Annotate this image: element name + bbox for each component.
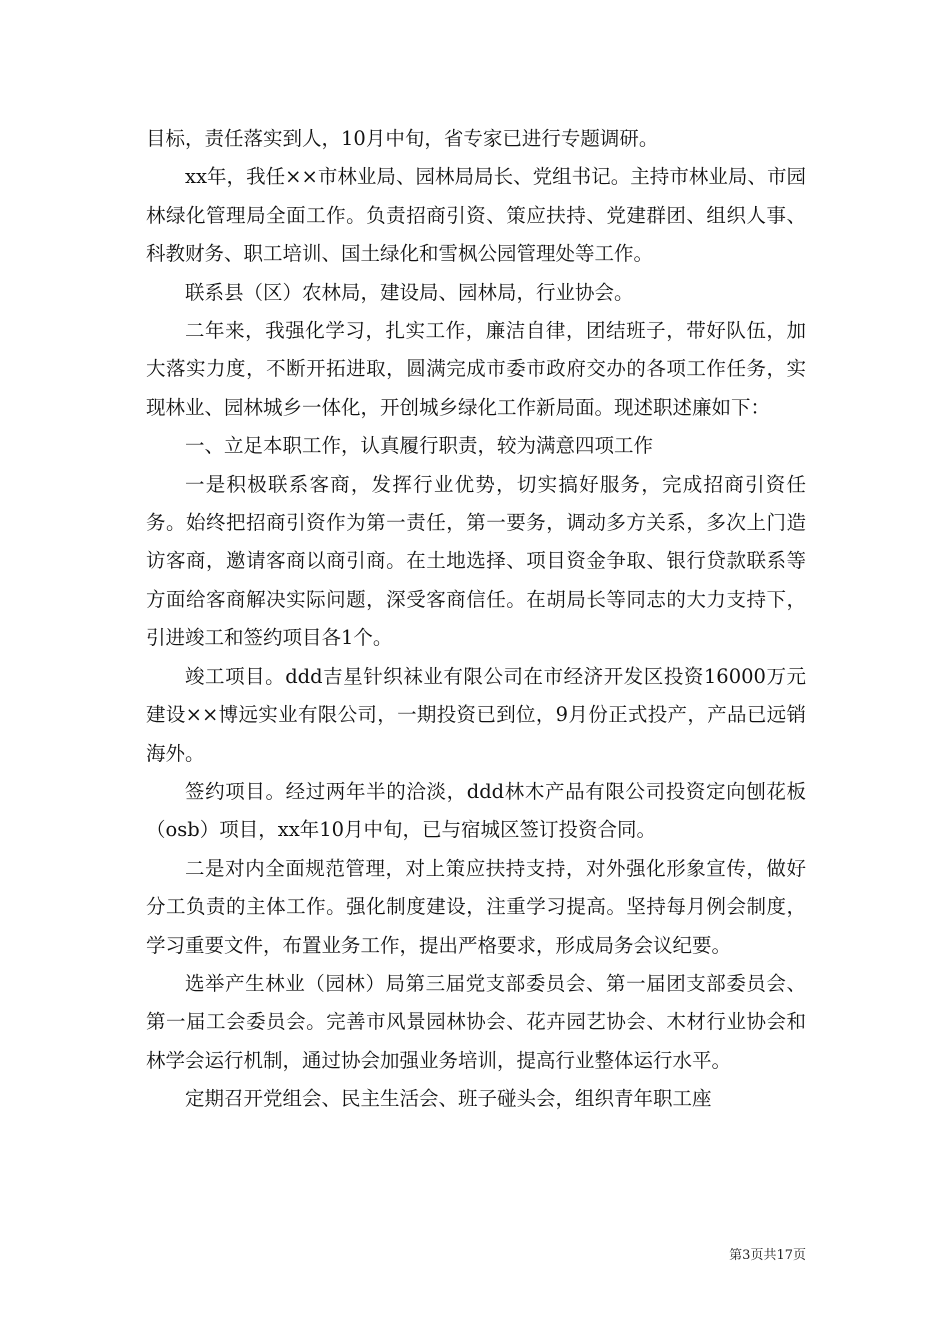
paragraph-completed-project: 竣工项目。ddd吉星针织袜业有限公司在市经济开发区投资16000万元建设××博远实业有限公司，一期投资已到位，9月份正式投产，产品已远销海外。 bbox=[146, 664, 806, 765]
section-heading: 一、立足本职工作，认真履行职责，较为满意四项工作 bbox=[185, 434, 654, 458]
paragraph-continuation: 目标，责任落实到人，10月中旬，省专家已进行专题调研。 bbox=[146, 127, 659, 150]
document-body bbox=[146, 120, 806, 1119]
paragraph-management: 二是对内全面规范管理，对上策应扶持支持，对外强化形象宣传，做好分工负责的主体工作。强化制度建设，注重学习提高。坚持每月例会制度，学习重要文件，布置业务工作，提出严格要求，形成局务会议纪要。 bbox=[146, 856, 806, 957]
paragraph-summary: 二年来，我强化学习，扎实工作，廉洁自律，团结班子，带好队伍，加大落实力度，不断开拓进取，圆满完成市委市政府交办的各项工作任务，实现林业、园林城乡一体化，开创城乡绿化工作新局面。现述职述廉如下： bbox=[146, 319, 806, 419]
paragraph-investment: 一是积极联系客商，发挥行业优势，切实搞好服务，完成招商引资任务。始终把招商引资作为第一责任，第一要务，调动多方关系，多次上门造访客商，邀请客商以商引商。在土地选择、项目资金争取、银行贷款联系等方面给客商解决实际问题，深受客商信任。在胡局长等同志的大力支持下，引进竣工和签约项目各1个。 bbox=[146, 472, 806, 650]
page-number: 第3页共17页 bbox=[729, 1248, 806, 1263]
paragraph-signed-project: 签约项目。经过两年半的洽淡，ddd林木产品有限公司投资定向刨花板（osb）项目，xx年10月中旬，已与宿城区签订投资合同。 bbox=[146, 779, 806, 842]
paragraph-position: xx年，我任××市林业局、园林局局长、党组书记。主持市林业局、市园林绿化管理局全面工作。负责招商引资、策应扶持、党建群团、组织人事、科教财务、职工培训、国土绿化和雪枫公园管理处等工作。 bbox=[146, 165, 806, 266]
paragraph-election: 选举产生林业（园林）局第三届党支部委员会、第一届团支部委员会、第一届工会委员会。完善市风景园林协会、花卉园艺协会、木材行业协会和林学会运行机制，通过协会加强业务培训，提高行业整体运行水平。 bbox=[146, 971, 806, 1072]
paragraph-contacts: 联系县（区）农林局，建设局、园林局，行业协会。 bbox=[185, 280, 634, 304]
paragraph-meetings: 定期召开党组会、民主生活会、班子碰头会，组织青年职工座 bbox=[185, 1087, 712, 1111]
